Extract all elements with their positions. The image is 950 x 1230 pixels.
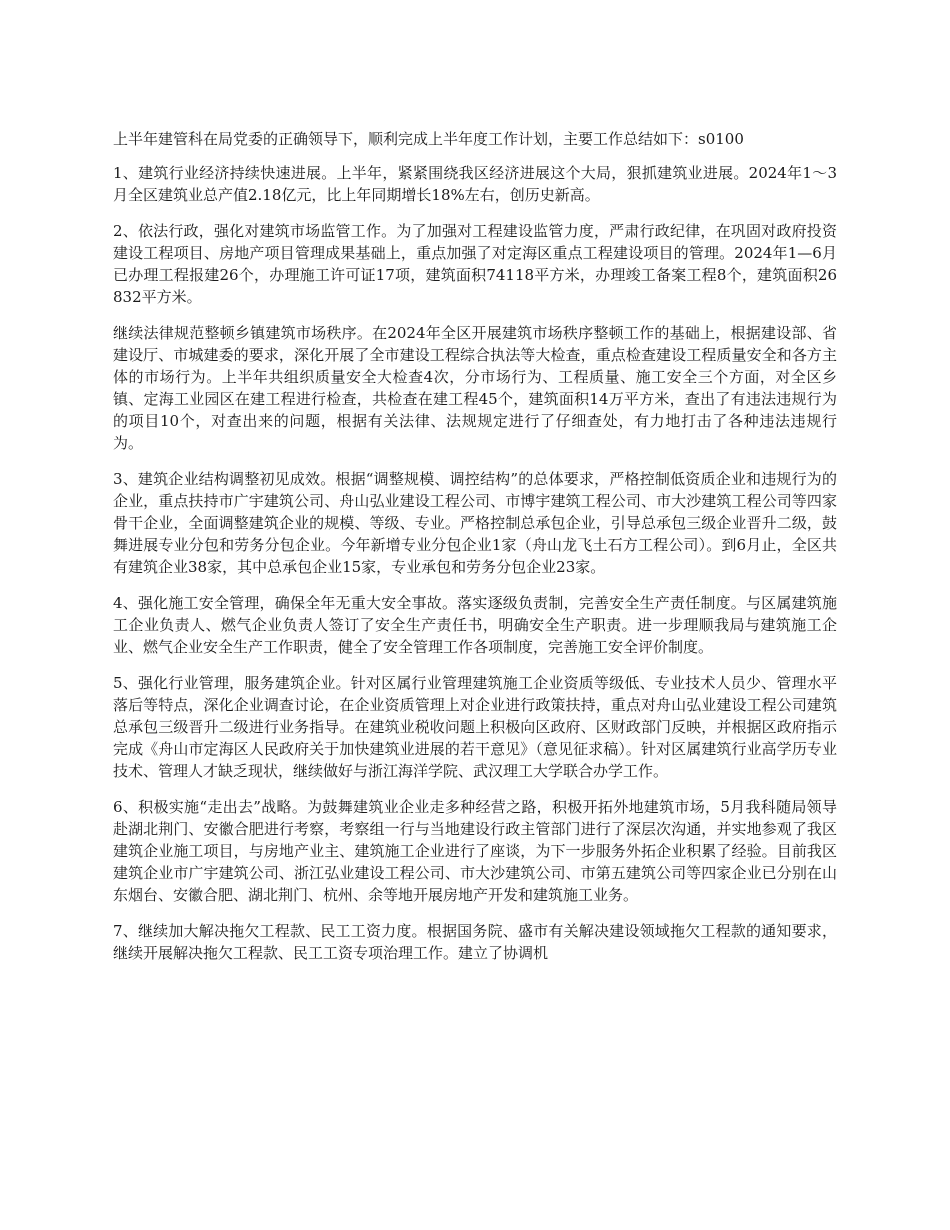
intro-paragraph: 上半年建管科在局党委的正确领导下，顺利完成上半年度工作计划，主要工作总结如下：s0100: [113, 130, 744, 148]
paragraph-safety-management: 4、强化施工安全管理，确保全年无重大安全事故。落实逐级负责制，完善安全生产责任制度。与区属建筑施工企业负责人、燃气企业负责人签订了安全生产责任书，明确安全生产职责。进一步理顺我局与建筑施工企业、燃气企业安全生产工作职责，健全了安全管理工作各项制度，完善施工安全评价制度。: [113, 594, 837, 656]
paragraph-wage-arrears: 7、继续加大解决拖欠工程款、民工工资力度。根据国务院、盛市有关解决建设领域拖欠工程款的通知要求，继续开展解决拖欠工程款、民工工资专项治理工作。建立了协调机: [113, 922, 837, 962]
paragraph-industry-growth: 1、建筑行业经济持续快速进展。上半年，紧紧围绕我区经济进展这个大局，狠抓建筑业进展。2024年1～3月全区建筑业总产值2.18亿元，比上年同期增长18%左右，创历史新高。: [113, 164, 837, 204]
paragraph-going-out-strategy: 6、积极实施“走出去”战略。为鼓舞建筑业企业走多种经营之路，积极开拓外地建筑市场，5月我科随局领导赴湖北荆门、安徽合肥进行考察，考察组一行与当地建设行政主管部门进行了深层次沟通，并实地参观了我区建筑企业施工项目，与房地产业主、建筑施工企业进行了座谈，为下一步服务外拓企业积累了经验。目前我区建筑企业市广宇建筑公司、浙江弘业建设工程公司、市大沙建筑公司、市第五建筑公司等四家企业已分别在山东烟台、安徽合肥、湖北荆门、杭州、余等地开展房地产开发和建筑施工业务。: [113, 798, 837, 904]
paragraph-structure-adjustment: 3、建筑企业结构调整初见成效。根据“调整规模、调控结构”的总体要求，严格控制低资质企业和违规行为的企业，重点扶持市广宇建筑公司、舟山弘业建设工程公司、市博宇建筑工程公司、市大沙建筑工程公司等四家骨干企业，全面调整建筑企业的规模、等级、专业。严格控制总承包企业，引导总承包三级企业晋升二级，鼓舞进展专业分包和劳务分包企业。今年新增专业分包企业1家（舟山龙飞土石方工程公司）。到6月止，全区共有建筑企业38家，其中总承包企业15家，专业承包和劳务分包企业23家。: [113, 470, 837, 576]
paragraph-market-order: 继续法律规范整顿乡镇建筑市场秩序。在2024年全区开展建筑市场秩序整顿工作的基础上，根据建设部、省建设厅、市城建委的要求，深化开展了全市建设工程综合执法等大检查，重点检查建设工程质量安全和各方主体的市场行为。上半年共组织质量安全大检查4次，分市场行为、工程质量、施工安全三个方面，对全区乡镇、定海工业园区在建工程进行检查，共检查在建工程45个，建筑面积14万平方米，查出了有违法违规行为的项目10个，对查出来的问题，根据有关法律、法规规定进行了仔细查处，有力地打击了各种违法违规行为。: [113, 324, 837, 452]
paragraph-industry-management: 5、强化行业管理，服务建筑企业。针对区属行业管理建筑施工企业资质等级低、专业技术人员少、管理水平落后等特点，深化企业调查讨论，在企业资质管理上对企业进行政策扶持，重点对舟山弘业建设工程公司建筑总承包三级晋升二级进行业务指导。在建筑业税收问题上积极向区政府、区财政部门反映，并根据区政府指示完成《舟山市定海区人民政府关于加快建筑业进展的若干意见》（意见征求稿）。针对区属建筑行业高学历专业技术、管理人才缺乏现状，继续做好与浙江海洋学院、武汉理工大学联合办学工作。: [113, 674, 837, 780]
paragraph-market-supervision: 2、依法行政，强化对建筑市场监管工作。为了加强对工程建设监管力度，严肃行政纪律，在巩固对政府投资建设工程项目、房地产项目管理成果基础上，重点加强了对定海区重点工程建设项目的管理。2024年1—6月已办理工程报建26个，办理施工许可证17项，建筑面积74118平方米，办理竣工备案工程8个，建筑面积26832平方米。: [113, 222, 837, 306]
